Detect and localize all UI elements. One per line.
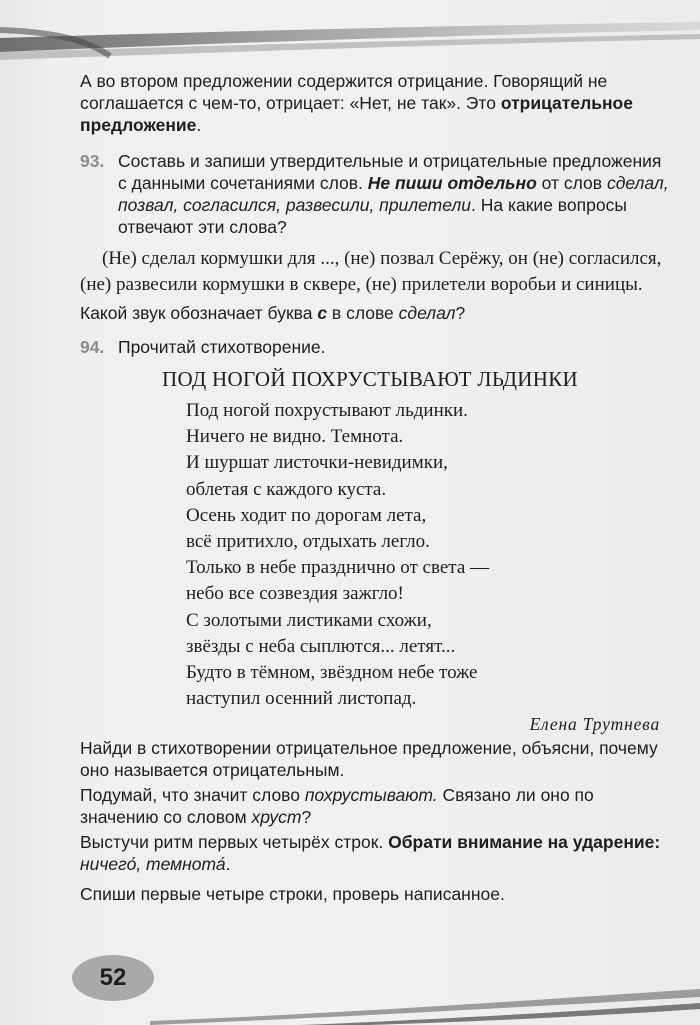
question-negative-sentence: Найди в стихотворении отрицательное предложение, объясни, почему оно называется отрицательным. — [80, 738, 658, 781]
task-93-exercise: (Не) сделал кормушки для ..., (не) позвал Серёжу, он (не) согласился, (не) развесили кормушки в сквере, (не) прилетели воробьи и синицы. — [80, 248, 662, 295]
poem-line: наступил осенний листопад. — [186, 688, 417, 710]
page-number-badge: 52 — [72, 955, 154, 1001]
task-number: 94. — [80, 337, 105, 357]
poem-line: всё притихло, отдыхать легло. — [186, 531, 430, 553]
question-word-meaning: Подумай, что значит слово похрустывают. Связано ли оно по значению со словом хруст? — [80, 785, 594, 828]
poem-line: звёзды с неба сыплются... летят... — [186, 635, 456, 657]
poem-line: Осень ходит по дорогам лета, — [186, 504, 427, 526]
task-number: 93. — [80, 151, 105, 171]
task-93-instruction: Составь и запиши утвердительные и отрицательные предложения с данными сочетаниями слов. Не пиши отдельно от слов сделал, позвал, согласился, развесили, прилетели. На какие вопросы отвечают эти слова? — [118, 151, 669, 237]
question-copy-lines: Спиши первые четыре строки, проверь написанное. — [80, 884, 505, 905]
page-content — [80, 70, 670, 905]
poem-author: Елена Трутнева — [529, 714, 660, 735]
task-94-instruction: Прочитай стихотворение. — [118, 337, 326, 357]
task-94 — [80, 336, 670, 358]
question-rhythm: Выстучи ритм первых четырёх строк. Обрати внимание на ударение: ничего́, темнота́. — [80, 832, 661, 875]
poem-line: Ничего не видно. Темнота. — [186, 426, 404, 448]
term-bold: отрицательное предложение — [80, 93, 633, 135]
poem-line: облетая с каждого куста. — [186, 478, 387, 500]
task-93-question: Какой звук обозначает буква с в слове сделал? — [80, 303, 466, 323]
poem-title: ПОД НОГОЙ ПОХРУСТЫВАЮТ ЛЬДИНКИ — [162, 367, 578, 391]
top-decorative-band — [0, 22, 700, 68]
poem-line: небо все созвездия зажгло! — [186, 583, 404, 605]
poem-line: Под ногой похрустывают льдинки. — [186, 400, 468, 421]
task-93 — [80, 150, 670, 238]
intro-paragraph: А во втором предложении содержится отрицание. Говорящий не соглашается с чем-то, отрицает: «Нет, не так». Это отрицательное предложение. — [80, 71, 633, 135]
poem-line: Будто в тёмном, звёздном небе тоже — [186, 662, 478, 684]
poem-line: Только в небе празднично от света — — [186, 557, 489, 579]
poem-line: С золотыми листиками схожи, — [186, 609, 432, 631]
poem-line: И шуршат листочки-невидимки, — [186, 452, 448, 474]
poem-body — [186, 398, 670, 712]
